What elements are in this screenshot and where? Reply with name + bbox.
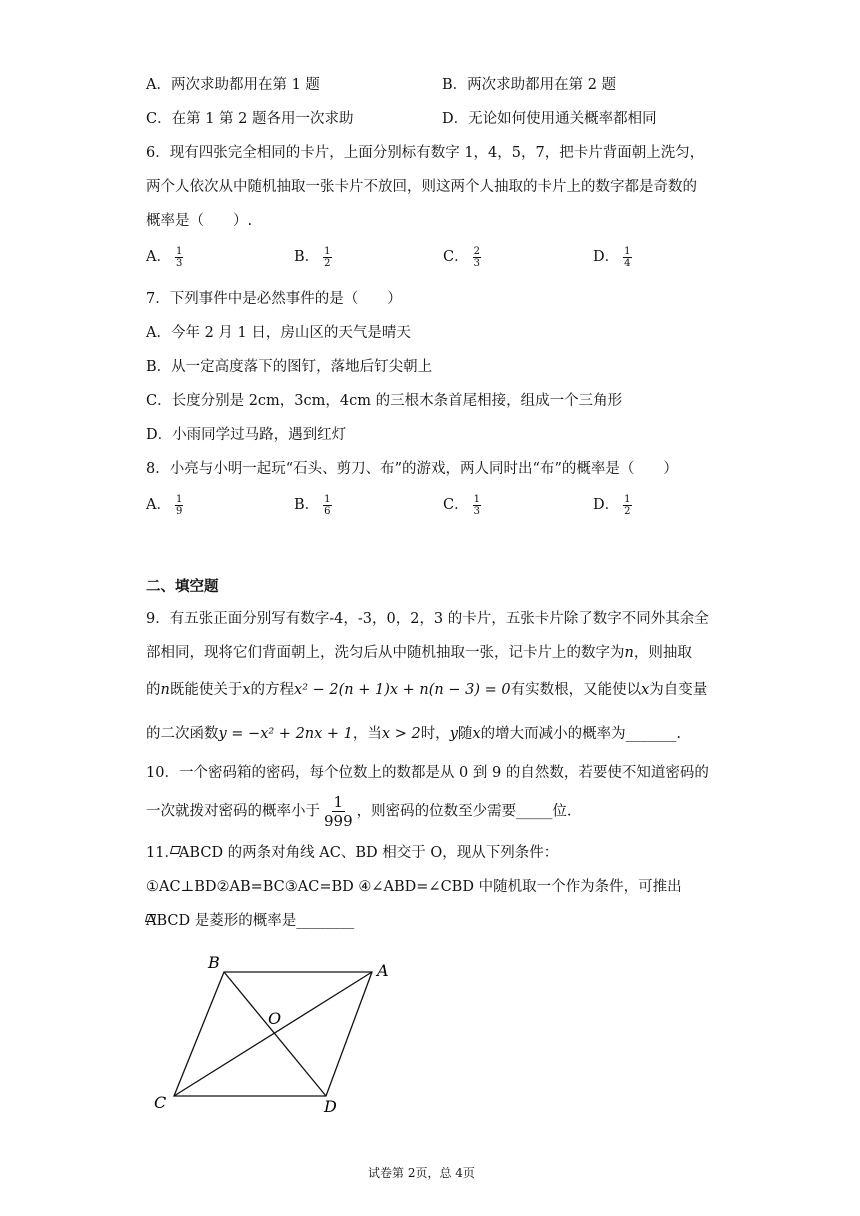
q6-option-c: C． $\frac{2}{3}$ <box>443 245 480 269</box>
q6-line-1: 6．现有四张完全相同的卡片，上面分别标有数字 1，4，5，7，把卡片背面朝上洗匀， <box>146 145 705 161</box>
q10-line-2: 一次就拨对密码的概率小于 $\frac{1}{999}$ ，则密码的位数至少需要_____位. <box>146 793 572 830</box>
diagonal-ac <box>174 972 372 1096</box>
q5-option-a: A．两次求助都用在第 1 题 <box>146 77 320 93</box>
q11-line-1: 11．ABCD 的两条对角线 AC、BD 相交于 O，现从下列条件： <box>146 845 559 861</box>
fraction: $\frac{1}{2}$ <box>624 493 631 517</box>
q7-option-c: C．长度分别是 2cm，3cm，4cm 的三根木条首尾相接，组成一个三角形 <box>146 393 623 409</box>
q9-line-1: 9．有五张正面分别写有数字-4，-3，0，2，3 的卡片，五张卡片除了数字不同外其余全 <box>146 611 709 627</box>
q9-line-3: 的n既能使关于x的方程x² − 2(n + 1)x + n(n − 3) = 0有实数根，又能使以x为自变量 <box>146 682 708 698</box>
equation: x² − 2(n + 1)x + n(n − 3) = 0 <box>294 682 511 698</box>
q8-option-c: C． $\frac{1}{3}$ <box>443 493 480 517</box>
fraction: $\frac{1}{4}$ <box>624 245 631 269</box>
fraction: $\frac{1}{3}$ <box>473 493 480 517</box>
label-c: C <box>154 1093 167 1112</box>
q7-stem: 7．下列事件中是必然事件的是（ ） <box>146 291 402 307</box>
label-b: B <box>208 953 220 972</box>
diagonal-bd <box>224 972 326 1096</box>
q7-option-b: B．从一定高度落下的图钉，落地后钉尖朝上 <box>146 359 433 375</box>
q8-option-b: B． $\frac{1}{6}$ <box>294 493 331 517</box>
q6-option-a: A． $\frac{1}{3}$ <box>146 245 183 269</box>
fraction: $\frac{1}{3}$ <box>175 245 183 269</box>
fraction: $\frac{1}{9}$ <box>175 493 183 517</box>
label-o: O <box>268 1009 282 1028</box>
fraction: $\frac{1}{999}$ <box>324 793 353 830</box>
equation: y = −x² + 2nx + 1 <box>218 726 353 742</box>
page-footer: 试卷第 2页，总 4页 <box>368 1166 475 1180</box>
q7-option-d: D．小雨同学过马路，遇到红灯 <box>146 427 347 443</box>
q6-option-b: B． $\frac{1}{2}$ <box>294 245 331 269</box>
q7-option-a: A．今年 2 月 1 日，房山区的天气是晴天 <box>146 325 411 341</box>
q5-option-b: B．两次求助都用在第 2 题 <box>442 77 617 93</box>
label-a: A <box>377 961 389 980</box>
q9-line-2: 部相同，现将它们背面朝上，洗匀后从中随机抽取一张，记卡片上的数字为n，则抽取 <box>146 645 692 661</box>
q11-line-3: ABCD 是菱形的概率是________ <box>146 913 355 929</box>
q8-option-d: D． $\frac{1}{2}$ <box>593 493 631 517</box>
fraction: $\frac{1}{2}$ <box>324 245 331 269</box>
q6-option-d: D． $\frac{1}{4}$ <box>593 245 631 269</box>
q11-line-2: ①AC⊥BD②AB=BC③AC=BD ④∠ABD=∠CBD 中随机取一个作为条件，可推出 <box>146 879 682 895</box>
q9-line-4: 的二次函数y = −x² + 2nx + 1，当x > 2时，y随x的增大而减小的概率为_______. <box>146 726 681 742</box>
label-d: D <box>324 1097 337 1116</box>
section-title: 二、填空题 <box>146 579 219 595</box>
q6-line-3: 概率是（ ）. <box>146 213 253 229</box>
q8-stem: 8．小亮与小明一起玩“石头、剪刀、布”的游戏，两人同时出“布”的概率是（ ） <box>146 461 678 477</box>
parallelogram-figure <box>148 950 398 1118</box>
q5-option-d: D．无论如何使用通关概率都相同 <box>442 111 657 127</box>
q5-option-c: C．在第 1 第 2 题各用一次求助 <box>146 111 354 127</box>
fraction: $\frac{2}{3}$ <box>473 245 480 269</box>
q6-line-2: 两个人依次从中随机抽取一张卡片不放回，则这两个人抽取的卡片上的数字都是奇数的 <box>146 179 697 195</box>
fraction: $\frac{1}{6}$ <box>324 493 331 517</box>
q8-option-a: A． $\frac{1}{9}$ <box>146 493 183 517</box>
q10-line-1: 10．一个密码箱的密码，每个位数上的数都是从 0 到 9 的自然数，若要使不知道密码的 <box>146 765 709 781</box>
